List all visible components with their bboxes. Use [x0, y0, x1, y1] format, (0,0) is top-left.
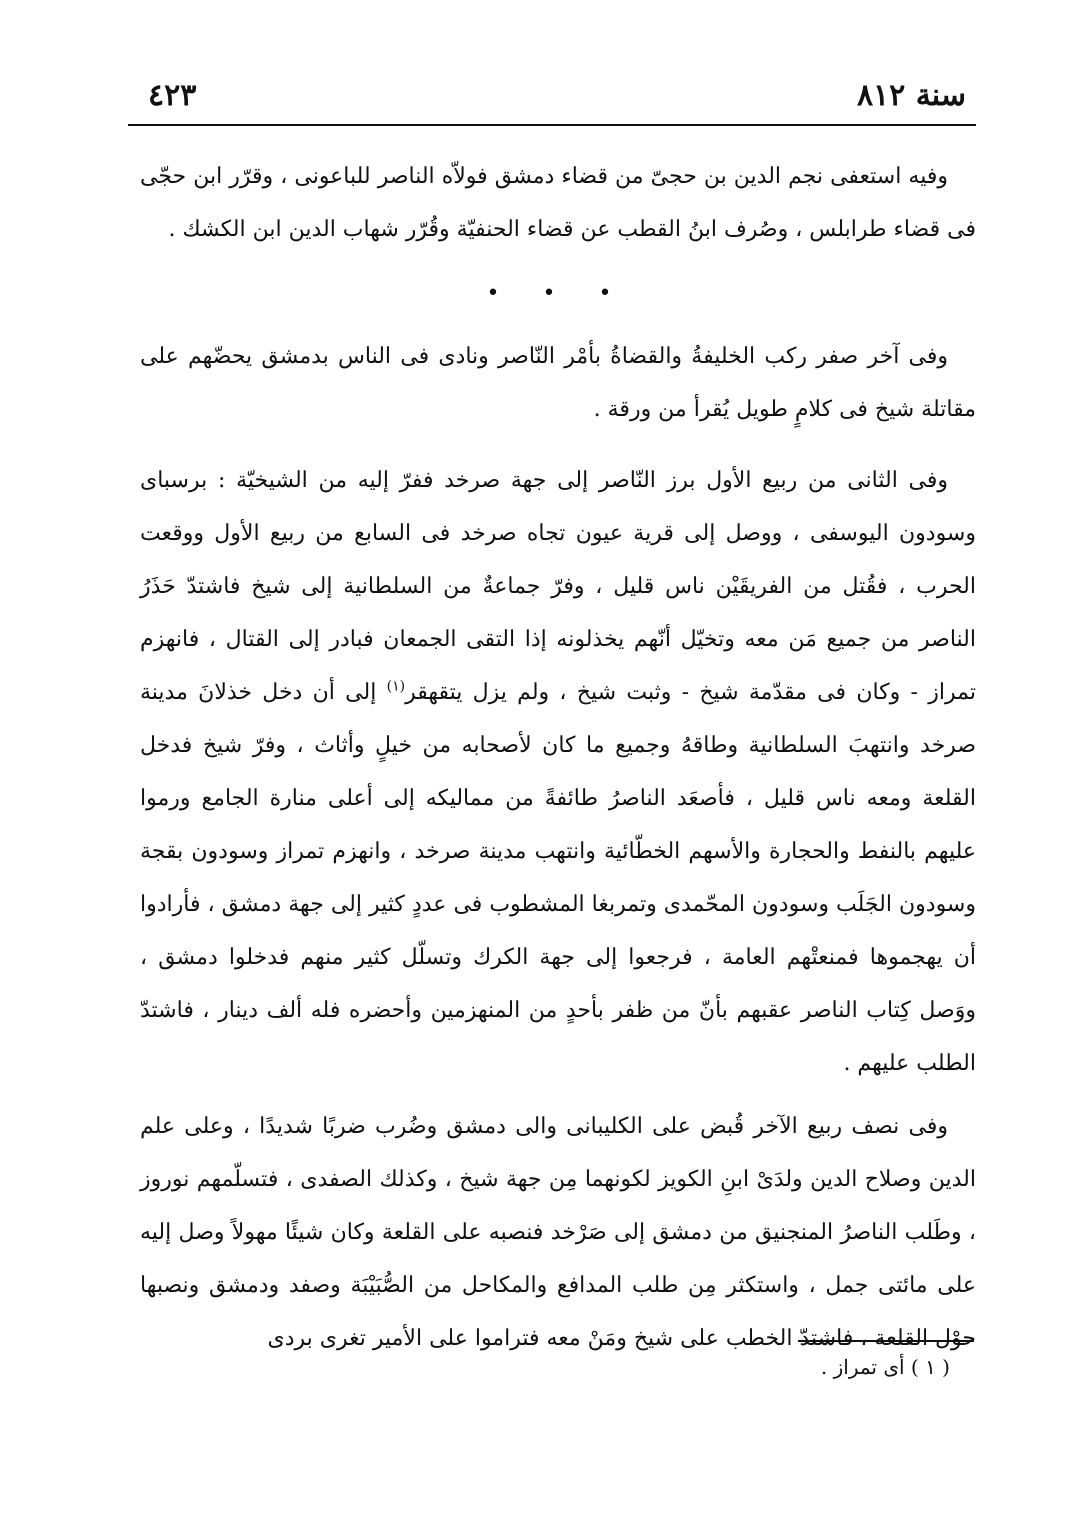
- spacer: [140, 1090, 976, 1100]
- footnote-rule: [798, 1340, 974, 1342]
- spacer: [140, 320, 976, 330]
- paragraph-3-continued: إلى أن دخل خذلانَ مدينة صرخد وانتهبَ السلطانية وطاقهُ وجميع ما كان لأصحابه من خيلٍ وأثاث ، وفرّ شيخ فدخل القلعة ومعه ناس قليل ، فأصعَد الناصرُ طائفةً من مماليكه إلى أعلى منارة الجامع ورموا عليهم بالنفط والحجارة والأسهم الخطّائية وانتهب مدينة صرخد ، وانهزم تمراز وسودون بقجة وسودون الجَلَب وسودون المحّمدى وتمربغا المشطوب فى عددٍ كثير إلى جهة دمشق ، فأرادوا أن يهجموها فمنعتْهم العامة ، فرجعوا إلى جهة الكرك وتسلّل كثير منهم فدخلوا دمشق ، ووَصل كِتاب الناصر عقبهم بأنّ من ظفر بأحدٍ من المنهزمين وأحضره فله ألف دينار ، فاشتدّ الطلب عليهم .: [140, 680, 976, 1076]
- paragraph-3: [140, 454, 976, 1090]
- section-separator: • • •: [486, 281, 630, 306]
- page-body: [140, 150, 976, 1365]
- paragraph-2: وفى آخر صفر ركب الخليفةُ والقضاةُ بأمْر النّاصر ونادى فى الناس بدمشق يحضّهم على مقاتلة شيخ فى كلامٍ طويل يُقرأ من ورقة .: [140, 344, 976, 422]
- spacer: [140, 256, 976, 272]
- page-number: ٤٢٣: [148, 78, 197, 113]
- page-header: [128, 78, 976, 118]
- paragraph-3-text: وفى الثانى من ربيع الأول برز النّاصر إلى جهة صرخد ففرّ إليه من الشيخيّة : برسباى وسودون اليوسفى ، ووصل إلى قرية عيون تجاه صرخد فى السابع من ربيع الأول ووقعت الحرب ، فقُتل من الفريقَيْن ناس قليل ، وفرّ جماعةٌ من السلطانية إلى شيخ فاشتدّ حَذَرُ الناصر من جميع مَن معه وتخيّل أنّهم يخذلونه إذا التقى الجمعان فبادر إلى القتال ، فانهزم تمراز - وكان فى مقدّمة شيخ - وثبت شيخ ، ولم يزل يتقهقر: [140, 468, 976, 705]
- header-year: سنة ٨١٢: [856, 78, 966, 113]
- spacer: [140, 436, 976, 454]
- header-rule: [128, 124, 976, 126]
- paragraph-1: وفيه استعفى نجم الدين بن حجىّ من قضاء دمشق فولاّه الناصر للباعونى ، وقرّر ابن حجّى فى قضاء طرابلس ، وصُرف ابنُ القطب عن قضاء الحنفيّة وقُرّر شهاب الدين ابن الكشك .: [140, 164, 976, 242]
- paragraph-4: وفى نصف ربيع الآخر قُبض على الكليبانى والى دمشق وضُرب ضربًا شديدًا ، وعلى علم الدين وصلاح الدين ولدَىْ ابنِ الكويز لكونهما مِن جهة شيخ ، وكذلك الصفدى ، فتسلّمهم نوروز ، وطَلب الناصرُ المنجنيق من دمشق إلى صَرْخد فنصبه على القلعة وكان شيئًا مهولاً وصل إليه على مائتى جمل ، واستكثر مِن طلب المدافع والمكاحل من الصُّبَيْبَة وصفد ودمشق ونصبها حوْل القلعة ، فاشتدّ الخطب على شيخ ومَنْ معه فتراموا على الأمير تغرى بردى: [140, 1114, 976, 1351]
- footnote-marker: (١): [386, 678, 406, 695]
- footnote: ( ١ ) أى تمراز .: [820, 1355, 950, 1379]
